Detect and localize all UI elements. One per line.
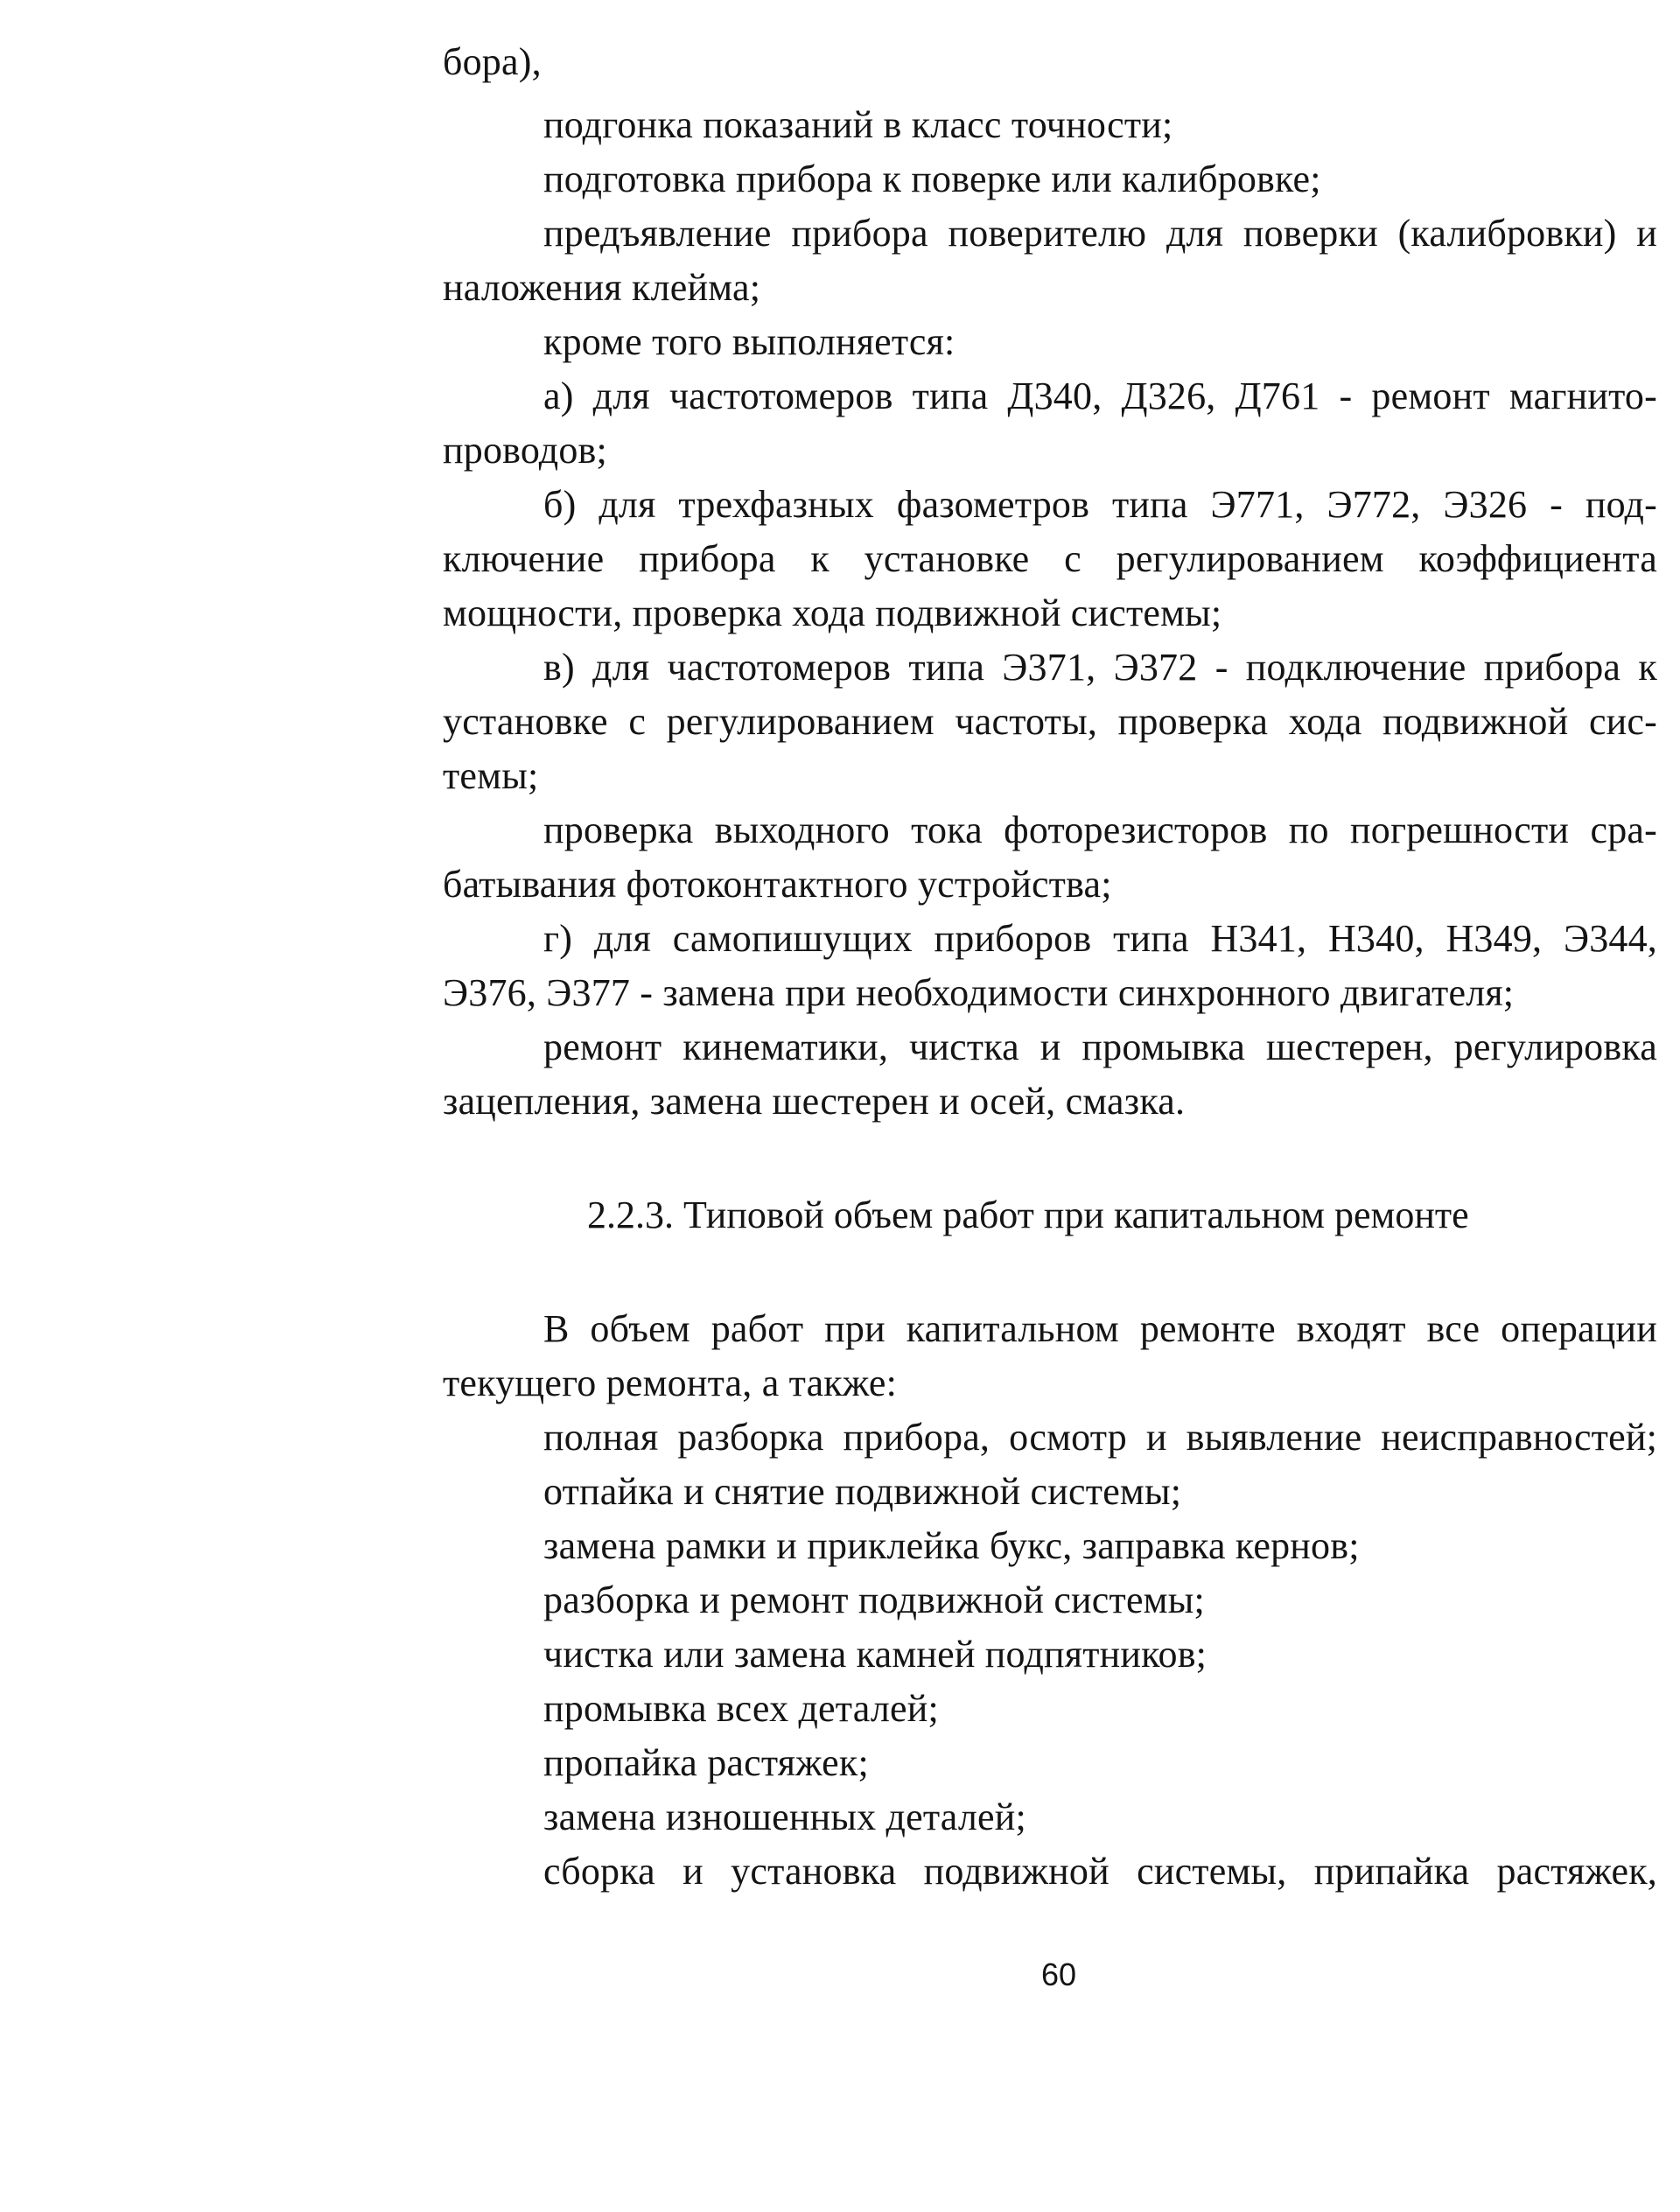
- text-line: предъявление прибора поверителю для поверки (калибровки) и: [543, 212, 1657, 255]
- text-line: батывания фотоконтактного устройства;: [443, 863, 1112, 906]
- text-line: разборка и ремонт подвижной системы;: [543, 1578, 1205, 1621]
- text-line: В объем работ при капитальном ремонте входят все операции: [543, 1307, 1657, 1350]
- text-line: проверка выходного тока фоторезисторов по погрешности сра-: [543, 808, 1657, 851]
- text-line: ремонт кинематики, чистка и промывка шестерен, регулировка: [543, 1026, 1657, 1068]
- text-line: в) для частотомеров типа Э371, Э372 - подключение прибора к: [543, 646, 1657, 689]
- text-line: а) для частотомеров типа Д340, Д326, Д761 - ремонт магнито-: [543, 374, 1657, 417]
- text-line: проводов;: [443, 429, 607, 472]
- text-line: кроме того выполняется:: [543, 320, 956, 363]
- text-line: текущего ремонта, а также:: [443, 1362, 898, 1404]
- text-line: чистка или замена камней подпятников;: [543, 1633, 1208, 1676]
- text-line: наложения клейма;: [443, 266, 761, 309]
- text-line: установке с регулированием частоты, проверка хода подвижной сис-: [443, 700, 1657, 743]
- text-line: темы;: [443, 754, 539, 797]
- text-line: замена рамки и приклейка букс, заправка кернов;: [543, 1524, 1360, 1567]
- text-line: зацепления, замена шестерен и осей, смазка.: [443, 1080, 1186, 1123]
- text-line: ключение прибора к установке с регулированием коэффициента: [443, 537, 1657, 580]
- text-line: мощности, проверка хода подвижной системы;: [443, 592, 1222, 634]
- text-line: Э376, Э377 - замена при необходимости синхронного двигателя;: [443, 971, 1515, 1014]
- text-line: замена изношенных деталей;: [543, 1796, 1026, 1838]
- text-line: пропайка растяжек;: [543, 1741, 869, 1784]
- text-line: полная разборка прибора, осмотр и выявление неисправностей;: [543, 1416, 1657, 1459]
- text-line: отпайка и снятие подвижной системы;: [543, 1470, 1182, 1513]
- text-line: г) для самопишущих приборов типа Н341, Н340, Н349, Э344,: [543, 917, 1657, 960]
- page-number: 60: [1040, 1956, 1077, 1992]
- text-line: промывка всех деталей;: [543, 1687, 939, 1730]
- text-line: подгонка показаний в класс точности;: [543, 103, 1173, 146]
- text-line: бора),: [443, 40, 542, 83]
- text-line: подготовка прибора к поверке или калибровке;: [543, 158, 1321, 200]
- text-line: б) для трехфазных фазометров типа Э771, Э772, Э326 - под-: [543, 483, 1657, 526]
- section-heading: 2.2.3. Типовой объем работ при капитальном ремонте: [587, 1194, 1469, 1236]
- text-line: сборка и установка подвижной системы, припайка растяжек,: [543, 1850, 1657, 1893]
